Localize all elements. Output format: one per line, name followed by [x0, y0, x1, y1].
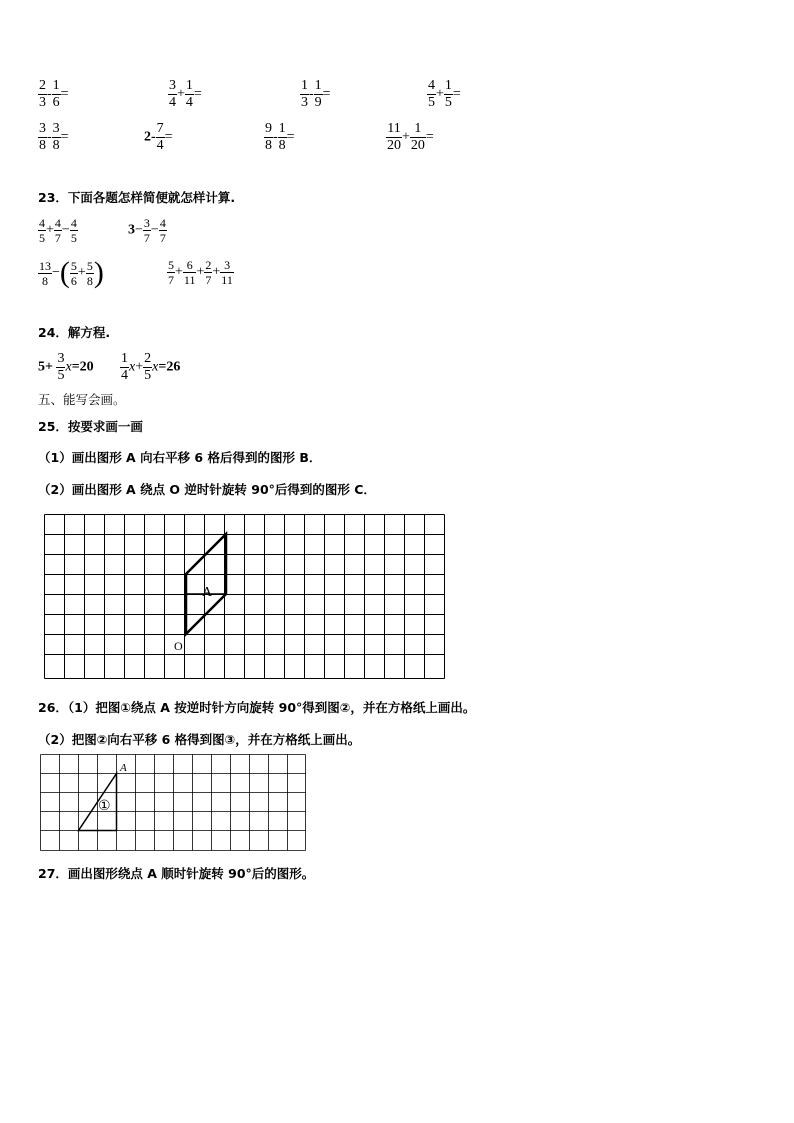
numerator: 1 [314, 78, 322, 93]
expr-r1-4 [427, 78, 461, 111]
denominator: 7 [143, 231, 150, 245]
q23-expr-4 [167, 258, 234, 287]
operator: + [177, 86, 185, 102]
numerator: 2 [144, 351, 152, 366]
right-paren: ) [93, 256, 104, 289]
numerator: 1 [121, 351, 128, 366]
q26-sub2: （2）把图②向右平移 6 格得到图③，并在方格纸上画出。 [38, 732, 361, 747]
q24-equation-1 [38, 351, 94, 384]
denominator: 3 [39, 95, 46, 110]
q23-title: 23．下面各题怎样简便就怎样计算. [38, 190, 236, 205]
q24-equation-2 [120, 351, 180, 384]
numerator: 1 [444, 78, 452, 93]
numerator: 3 [52, 121, 60, 136]
denominator: 20 [387, 138, 401, 153]
operator: + [135, 359, 144, 375]
numerator: 5 [86, 258, 93, 273]
equals: = [452, 86, 461, 102]
denominator: 9 [314, 95, 322, 110]
equation-suffix: =20 [71, 359, 94, 375]
expr-r2-3 [264, 121, 295, 154]
denominator: 7 [205, 273, 212, 287]
variable: x [129, 359, 136, 375]
denominator: 7 [54, 231, 61, 245]
numerator: 1 [301, 78, 308, 93]
denominator: 7 [168, 273, 174, 287]
denominator: 4 [121, 368, 128, 383]
operator: − [61, 222, 70, 238]
label-1: ① [98, 799, 111, 814]
operator: − [150, 222, 159, 238]
shape-a [186, 534, 226, 634]
operator: - [47, 86, 52, 102]
label-a: A [202, 585, 213, 600]
variable: x [65, 359, 72, 375]
denominator: 4 [185, 95, 193, 110]
expr-r1-3 [300, 78, 331, 111]
q25-sub1: （1）画出图形 A 向右平移 6 格后得到的图形 B． [38, 450, 322, 465]
operator: + [77, 265, 86, 280]
grid-lines [41, 755, 306, 851]
denominator: 5 [70, 231, 77, 245]
operator: − [135, 222, 143, 238]
variable: x [152, 359, 159, 375]
grid-lines [45, 515, 445, 679]
q27-title: 27．画出图形绕点 A 顺时针旋转 90°后的图形。 [38, 866, 315, 881]
numerator: 4 [428, 78, 435, 93]
numerator: 1 [185, 78, 193, 93]
denominator: 8 [52, 138, 60, 153]
label-a: A [120, 762, 127, 774]
q23-expr-3 [38, 258, 104, 288]
q23-expr-1 [38, 216, 78, 245]
label-o: O [174, 639, 183, 653]
equals: = [193, 86, 202, 102]
expr-r1-1 [38, 78, 69, 111]
numerator: 9 [265, 121, 272, 136]
equation-prefix: 5+ [38, 359, 57, 375]
denominator: 11 [221, 273, 233, 287]
equals: = [286, 129, 295, 145]
operator: + [196, 264, 205, 280]
denominator: 5 [144, 368, 152, 383]
numerator: 13 [39, 258, 51, 273]
equals: = [425, 129, 434, 145]
denominator: 8 [265, 138, 272, 153]
operator: + [436, 86, 444, 102]
operator: + [175, 264, 183, 280]
numerator: 11 [387, 121, 401, 136]
numerator: 1 [278, 121, 286, 136]
q25-grid[interactable] [44, 514, 446, 680]
q25-sub2: （2）画出图形 A 绕点 O 逆时针旋转 90°后得到的图形 C． [38, 482, 376, 497]
numerator: 3 [57, 351, 65, 366]
equals: = [164, 129, 173, 145]
numerator: 7 [156, 121, 164, 136]
whole-number: 3 [128, 222, 135, 238]
numerator: 4 [54, 216, 61, 230]
expr-r2-2 [144, 121, 173, 154]
expr-r1-2 [168, 78, 202, 111]
numerator: 3 [220, 258, 234, 273]
denominator: 3 [301, 95, 308, 110]
operator: - [47, 129, 52, 145]
q26-sub1: 26．（1）把图①绕点 A 按逆时针方向旋转 90°得到图②，并在方格纸上画出。 [38, 700, 476, 715]
denominator: 8 [42, 273, 48, 288]
operator: - [273, 129, 278, 145]
numerator: 4 [39, 216, 45, 230]
numerator: 4 [70, 216, 77, 230]
denominator: 6 [70, 273, 77, 288]
operator: + [212, 264, 221, 280]
numerator: 5 [168, 258, 174, 272]
expr-r2-4 [386, 121, 434, 154]
denominator: 5 [428, 95, 435, 110]
whole-number: 2- [144, 129, 156, 145]
numerator: 1 [52, 78, 60, 93]
denominator: 5 [444, 95, 452, 110]
q26-grid[interactable] [40, 754, 308, 852]
numerator: 5 [70, 258, 77, 273]
numerator: 3 [143, 216, 150, 230]
numerator: 1 [410, 121, 426, 138]
denominator: 11 [183, 273, 196, 287]
equation-suffix: =26 [158, 359, 181, 375]
numerator: 6 [183, 258, 197, 273]
denominator: 8 [278, 138, 286, 153]
numerator: 2 [39, 78, 46, 93]
left-paren: ( [59, 256, 70, 289]
section-5-title: 五、能写会画。 [38, 392, 126, 407]
equals: = [60, 129, 69, 145]
denominator: 6 [52, 95, 60, 110]
numerator: 2 [205, 258, 212, 272]
numerator: 4 [159, 216, 166, 230]
denominator: 4 [156, 138, 164, 153]
denominator: 4 [169, 95, 176, 110]
denominator: 8 [39, 138, 46, 153]
denominator: 5 [57, 368, 65, 383]
q25-title: 25．按要求画一画 [38, 419, 143, 434]
q24-title: 24．解方程. [38, 325, 111, 340]
q23-expr-2 [128, 216, 167, 245]
denominator: 5 [39, 231, 45, 245]
equals: = [60, 86, 69, 102]
denominator: 20 [410, 138, 425, 153]
operator: + [46, 222, 54, 238]
operator: − [52, 265, 60, 280]
expr-r2-1 [38, 121, 69, 154]
operator: + [402, 129, 410, 145]
denominator: 7 [159, 231, 166, 245]
numerator: 3 [39, 121, 46, 136]
operator: - [309, 86, 314, 102]
denominator: 8 [86, 273, 93, 288]
numerator: 3 [169, 78, 176, 93]
equals: = [322, 86, 331, 102]
